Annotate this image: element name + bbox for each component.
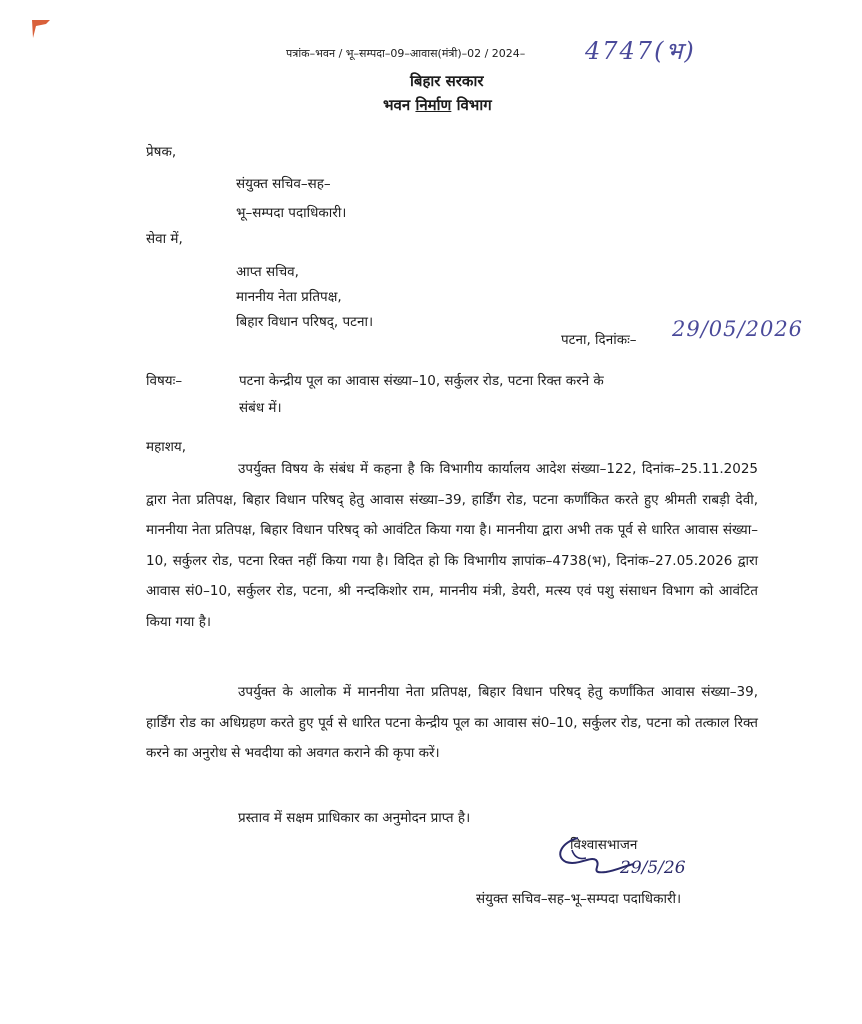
recipient-line-3: बिहार विधान परिषद्, पटना। (236, 314, 374, 330)
recipient-line-2: माननीय नेता प्रतिपक्ष, (236, 289, 342, 305)
date-label: पटना, दिनांकः– (561, 332, 637, 348)
signature-date: 29/5/26 (620, 858, 686, 878)
government-name: बिहार सरकार (410, 72, 484, 90)
paragraph-2: उपर्युक्त के आलोक में माननीया नेता प्रतिपक्ष, बिहार विधान परिषद् हेतु कर्णांकित आवास संख्या–39, हार्डिंग रोड का अधिग्रहण करते हुए पूर्व से धारित पटना केन्द्रीय पूल का आवास सं0–10, सर्कुलर रोड, पटना को तत्काल रिक्त करने का अनुरोध से भवदीया को अवगत कराने की कृपा करें। (146, 684, 758, 761)
department-name: भवन निर्माण विभाग (383, 96, 492, 114)
subject-line-2: संबंध में। (239, 400, 282, 416)
recipient-label: सेवा में, (146, 231, 183, 247)
reference-number: पत्रांक–भवन / भू–सम्पदा–09–आवास(मंत्री)–02 / 2024– (286, 47, 526, 60)
paragraph-3: प्रस्ताव में सक्षम प्राधिकार का अनुमोदन प्राप्त है। (238, 810, 471, 826)
signatory-designation: संयुक्त सचिव–सह–भू–सम्पदा पदाधिकारी। (476, 891, 682, 907)
paragraph-1: उपर्युक्त विषय के संबंध में कहना है कि विभागीय कार्यालय आदेश संख्या–122, दिनांक–25.11.2025 द्वारा नेता प्रतिपक्ष, बिहार विधान परिषद् हेतु आवास संख्या–39, हार्डिंग रोड, पटना कर्णांकित करते हुए श्रीमती राबड़ी देवी, माननीया नेता प्रतिपक्ष, बिहार विधान परिषद् को आवंटित किया गया है। माननीया द्वारा अभी तक पूर्व से धारित आवास संख्या–10, सर्कुलर रोड, पटना रिक्त नहीं किया गया है। विदित हो कि विभागीय ज्ञापांक–4738(भ), दिनांक–27.05.2026 द्वारा आवास सं0–10, सर्कुलर रोड, पटना, श्री नन्दकिशोर राम, माननीय मंत्री, डेयरी, मत्स्य एवं पशु संसाधन विभाग को आवंटित किया गया है। (146, 461, 758, 630)
valediction: विश्वासभाजन (570, 837, 638, 853)
subject-label: विषयः– (146, 373, 183, 389)
corner-mark (32, 20, 52, 38)
salutation: महाशय, (146, 439, 187, 455)
sender-line-2: भू–सम्पदा पदाधिकारी। (236, 205, 347, 221)
sender-label: प्रेषक, (146, 144, 177, 160)
handwritten-date: 29/05/2026 (672, 317, 804, 341)
recipient-line-1: आप्त सचिव, (236, 264, 299, 280)
subject-line-1: पटना केन्द्रीय पूल का आवास संख्या–10, सर्कुलर रोड, पटना रिक्त करने के (239, 373, 604, 389)
sender-line-1: संयुक्त सचिव–सह– (236, 176, 331, 192)
handwritten-number: 4747(भ) (585, 37, 696, 65)
